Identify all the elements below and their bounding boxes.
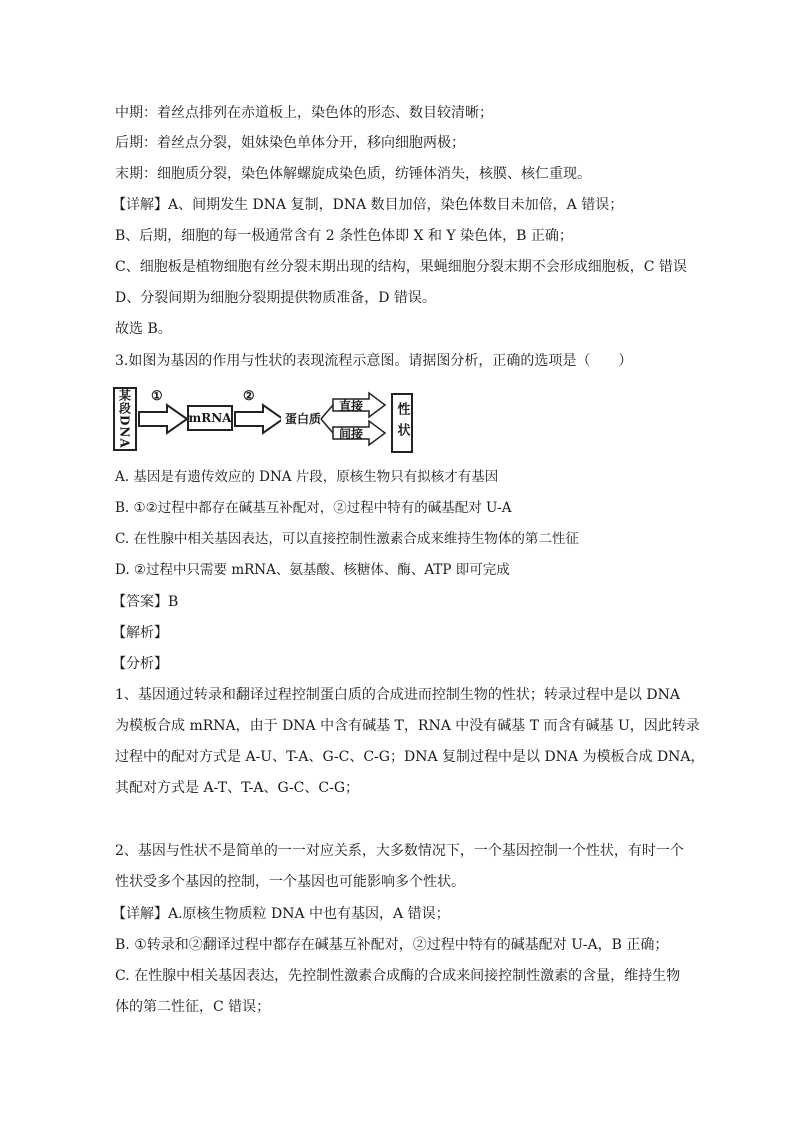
detail-line4: 体的第二性征，C 错误；: [115, 999, 271, 1015]
para1-line3: 过程中的配对方式是 A-U、T-A、G-C、C-G；DNA 复制过程中是以 DNA 为模板合成 DNA，: [115, 749, 705, 765]
text-line-detail-d: D、分裂间期为细胞分裂期提供物质准备，D 错误。: [115, 290, 436, 306]
text-line-anaphase: 后期：着丝点分裂，姐妹染色单体分开，移向细胞两极；: [115, 135, 465, 151]
step1-label: ①: [151, 389, 163, 404]
indirect-label: 间接: [339, 427, 364, 441]
trait-label: 性状: [394, 402, 410, 444]
option-b: B. ①②过程中都存在碱基互补配对，②过程中特有的碱基配对 U-A: [115, 500, 512, 516]
fenxi-heading: 【分析】: [112, 656, 168, 672]
para2-line2: 性状受多个基因的控制，一个基因也可能影响多个性状。: [115, 874, 465, 890]
mrna-box: [187, 405, 233, 431]
para1-line1: 1、基因通过转录和翻译过程控制蛋白质的合成进而控制生物的性状；转录过程中是以 DNA: [115, 687, 680, 703]
para2-line1: 2、基因与性状不是简单的一一对应关系，大多数情况下，一个基因控制一个性状，有时一个: [115, 843, 684, 859]
para1-line4: 其配对方式是 A-T、T-A、G-C、C-G；: [115, 780, 360, 796]
arrow-2-icon: [233, 403, 285, 435]
text-line-detail-a: 【详解】A、间期发生 DNA 复制，DNA 数目加倍，染色体数目未加倍，A 错误；: [112, 197, 624, 213]
option-d: D. ②过程中只需要 mRNA、氨基酸、核糖体、酶、ATP 即可完成: [115, 562, 510, 578]
step2-label: ②: [243, 389, 255, 404]
mrna-label: mRNA: [188, 411, 232, 425]
dna-box: [113, 387, 137, 451]
answer-line: 【答案】B: [112, 594, 179, 610]
detail-line2: B. ①转录和②翻译过程中都存在碱基互补配对，②过程中特有的碱基配对 U-A，B 正确；: [115, 937, 669, 953]
trait-box: [391, 393, 413, 453]
arrow-1-icon: [137, 403, 189, 435]
text-line-choose: 故选 B。: [115, 321, 172, 337]
protein-label: 蛋白质: [284, 411, 321, 426]
para1-line2: 为模板合成 mRNA，由于 DNA 中含有碱基 T，RNA 中没有碱基 T 而含有碱基 U，因此转录: [115, 718, 700, 734]
option-c: C. 在性腺中相关基因表达，可以直接控制性激素合成来维持生物体的第二性征: [115, 531, 579, 547]
text-line-detail-b: B、后期，细胞的每一极通常含有 2 条性色体即 X 和 Y 染色体，B 正确；: [115, 228, 573, 244]
question-stem: 3.如图为基因的作用与性状的表现流程示意图。请据图分析，正确的选项是（ ）: [115, 353, 633, 369]
analysis-heading: 【解析】: [112, 625, 168, 641]
detail-line3: C. 在性腺中相关基因表达，先控制性激素合成酶的合成来间接控制性激素的含量，维持生物: [115, 968, 681, 984]
dna-label: 某段DNA: [117, 389, 132, 449]
detail-line1: 【详解】A.原核生物质粒 DNA 中也有基因，A 错误；: [112, 906, 450, 922]
option-a: A. 基因是有遗传效应的 DNA 片段，原核生物只有拟核才有基因: [115, 469, 499, 485]
gene-expression-diagram: [113, 383, 423, 455]
direct-label: 直接: [339, 399, 364, 413]
text-line-metaphase: 中期：着丝点排列在赤道板上，染色体的形态、数目较清晰；: [115, 105, 493, 121]
text-line-detail-c: C、细胞板是植物细胞有丝分裂末期出现的结构，果蝇细胞分裂末期不会形成细胞板，C 错误: [115, 259, 687, 275]
text-line-telophase: 末期：细胞质分裂，染色体解螺旋成染色质，纺锤体消失，核膜、核仁重现。: [115, 166, 591, 182]
